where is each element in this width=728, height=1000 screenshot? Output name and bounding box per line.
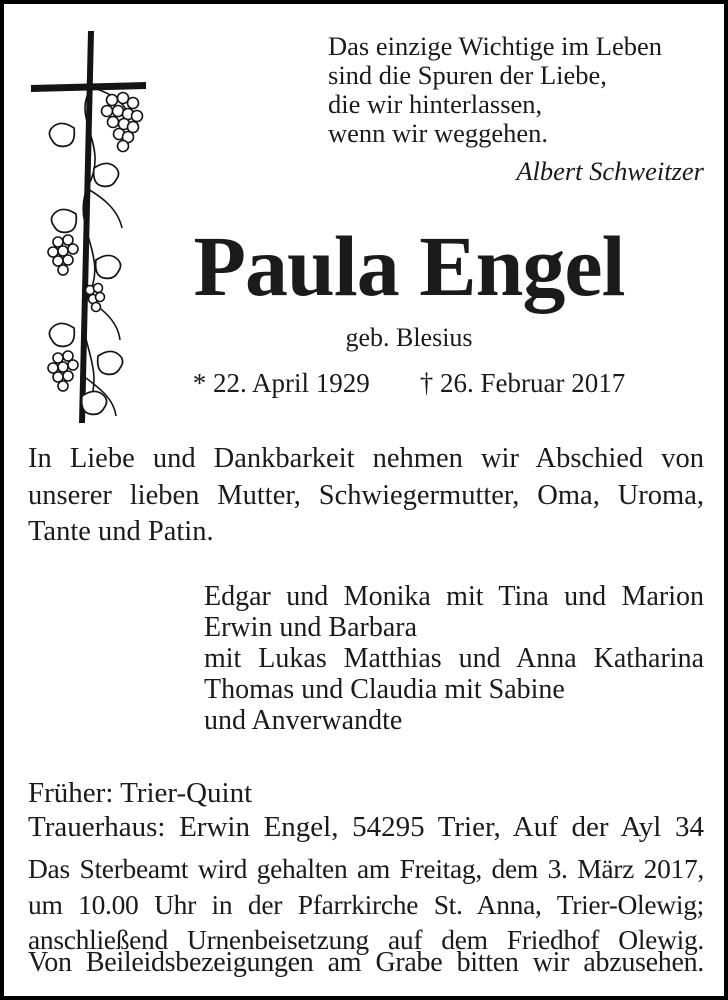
mourners-list <box>204 581 704 736</box>
deceased-block <box>104 218 714 398</box>
grape-cluster <box>48 235 78 275</box>
quote-line: Das einzige Wichtige im Leben <box>328 31 662 61</box>
quote-attribution: Albert Schweitzer <box>516 156 704 186</box>
farewell-paragraph <box>28 441 704 551</box>
farewell-line: In Liebe und Dankbarkeit nehmen wir Abschied von <box>28 443 704 474</box>
life-dates <box>104 368 714 398</box>
mourner-line: Edgar und Monika mit Tina und Marion <box>204 581 704 612</box>
former-residence: Früher: Trier-Quint <box>28 777 253 809</box>
quote-line: sind die Spuren der Liebe, <box>328 60 607 90</box>
mourner-line: und Anverwandte <box>204 705 403 736</box>
service-details <box>28 851 704 958</box>
grape-cluster <box>48 351 78 391</box>
maiden-name: geb. Blesius <box>345 323 473 352</box>
grape-cluster <box>102 93 143 152</box>
service-line: um 10.00 Uhr in der Pfarrkirche St. Anna, Trier-Olewig; <box>28 888 704 920</box>
mourner-line: Thomas und Claudia mit Sabine <box>204 674 565 705</box>
quote-line: die wir hinterlassen, <box>328 89 543 119</box>
residence-block <box>28 776 704 844</box>
mourner-line: mit Lukas Matthias und Anna Katharina <box>204 643 704 674</box>
deceased-name: Paula Engel <box>193 218 625 314</box>
birth-date: * 22. April 1929 <box>192 368 370 398</box>
service-line: anschließend Urnenbeisetzung auf dem Friedhof Olewig. <box>28 924 704 955</box>
mourner-line: Erwin und Barbara <box>204 612 418 643</box>
memorial-quote <box>328 32 706 186</box>
death-date: † 26. Februar 2017 <box>419 368 626 398</box>
grape-cluster <box>86 284 105 312</box>
farewell-line: unserer lieben Mutter, Schwiegermutter, Oma, Uroma, <box>28 479 704 511</box>
condolence-note <box>28 946 704 980</box>
mourning-house: Trauerhaus: Erwin Engel, 54295 Trier, Auf der Ayl 34 <box>28 811 704 843</box>
quote-line: wenn wir weggehen. <box>328 118 549 148</box>
farewell-line: Tante und Patin. <box>28 516 214 547</box>
condolence-line: Von Beileidsbezeigungen am Grabe bitten wir abzusehen. <box>28 947 704 978</box>
service-line: Das Sterbeamt wird gehalten am Freitag, dem 3. März 2017, <box>28 853 704 884</box>
